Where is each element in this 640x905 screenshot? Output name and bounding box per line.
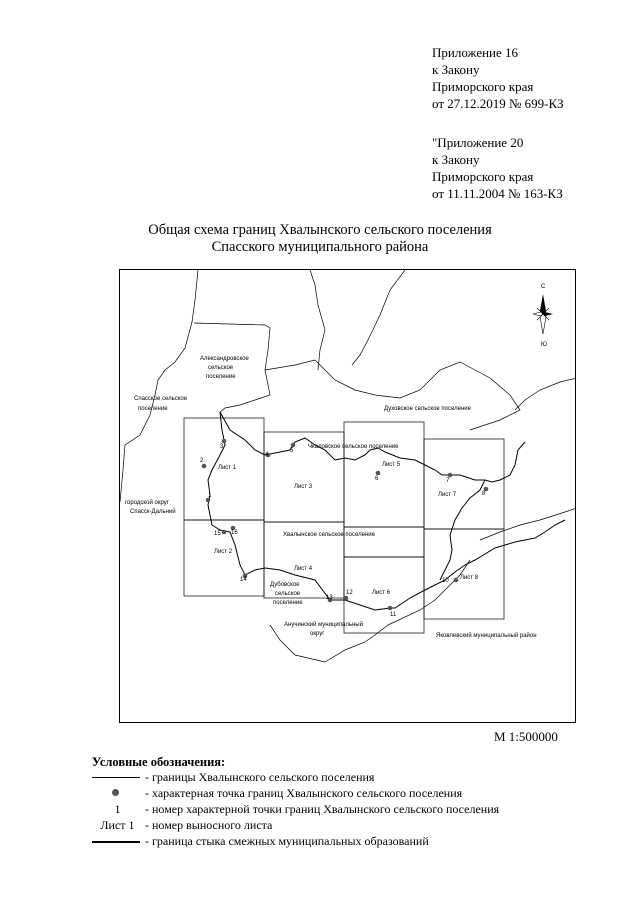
legend-symbol <box>90 834 145 848</box>
thick-line-icon <box>92 841 140 843</box>
yakovlevsky-label: Яковлевский муниципальный район <box>436 633 537 639</box>
aleksandrovskoe-label-3: поселение <box>206 374 236 380</box>
legend-symbol: 1 <box>114 802 121 816</box>
legend-text: - характерная точка границ Хвалынского сельского поселения <box>145 786 463 800</box>
compass-rose-icon <box>533 294 553 334</box>
point-label-8: 8 <box>482 491 486 497</box>
sheet-label-1: Лист 1 <box>218 465 237 471</box>
chkalovskoe-label: Чкаловское сельское поселение <box>308 444 399 450</box>
sheet-label-4: Лист 4 <box>294 566 313 572</box>
header-line: от 11.11.2004 № 163-КЗ <box>432 186 563 201</box>
legend-text: - граница стыка смежных муниципальных образований <box>145 834 429 848</box>
legend-symbol <box>90 770 145 784</box>
city-label-1: городской округ <box>125 500 169 506</box>
spasskoe-label-1: Спасское сельское <box>134 396 188 402</box>
page-title: Общая схема границ Хвалынского сельского поселения <box>148 222 492 238</box>
legend-row-junction <box>90 834 610 850</box>
header-line: к Закону <box>432 152 480 167</box>
point-label-2: 2 <box>200 458 204 464</box>
legend-symbol <box>90 786 145 800</box>
spasskoe-label-2: поселение <box>138 406 168 412</box>
point-label-3: 3 <box>220 444 224 450</box>
city-label-2: Спасск-Дальний <box>130 509 176 515</box>
point-label-1: 1 <box>208 493 212 499</box>
point-label-12: 12 <box>346 590 353 596</box>
point-label-16: 16 <box>231 530 238 536</box>
legend-symbol: Лист 1 <box>100 818 135 832</box>
point-label-7: 7 <box>446 478 450 484</box>
sheet-grid <box>184 418 504 633</box>
point-label-14: 14 <box>240 577 247 583</box>
legend-text: - номер характерной точки границ Хвалынского сельского поселения <box>145 802 500 816</box>
sheet-label-6: Лист 6 <box>372 590 391 596</box>
boundary-point-11 <box>388 606 393 611</box>
khvalynskoe-boundary-south <box>208 412 565 610</box>
header-line: "Приложение 20 <box>432 135 524 150</box>
aleksandrovskoe-label-2: сельское <box>208 365 234 371</box>
header-line: к Закону <box>432 62 480 77</box>
point-label-15: 15 <box>214 531 221 537</box>
point-label-5: 5 <box>290 448 294 454</box>
adjacent-boundaries <box>120 270 576 662</box>
boundary-point-2 <box>202 464 207 469</box>
point-label-4: 4 <box>265 452 269 458</box>
legend-row-point <box>90 786 610 802</box>
legend-row-point-number <box>90 802 610 818</box>
sheet-label-7: Лист 7 <box>438 492 457 498</box>
appendix-20-header <box>432 134 563 202</box>
point-label-6: 6 <box>375 476 379 482</box>
dubovskoe-label-3: поселение <box>273 600 303 606</box>
point-label-10: 10 <box>442 578 449 584</box>
sheet-label-2: Лист 2 <box>214 549 233 555</box>
boundary-point-3 <box>222 439 227 444</box>
compass-north: С <box>541 284 546 290</box>
map-scale: М 1:500000 <box>494 729 558 744</box>
legend-row-boundary <box>90 770 610 786</box>
page-subtitle: Спасского муниципального района <box>211 239 429 255</box>
appendix-16-header <box>432 44 564 112</box>
boundary-point-6 <box>376 471 381 476</box>
map-canvas <box>120 270 576 723</box>
point-label-13: 13 <box>326 595 333 601</box>
header-line: Приложение 16 <box>432 45 519 60</box>
boundary-point-12 <box>344 596 349 601</box>
anuchinsky-label-2: округ <box>310 631 325 637</box>
dot-icon <box>112 789 119 796</box>
point-label-11: 11 <box>390 612 397 618</box>
anuchinsky-label-1: Анучинский муниципальный <box>284 622 363 628</box>
legend-row-sheet <box>90 818 610 834</box>
legend-title: Условные обозначения: <box>92 755 226 769</box>
boundary-point-7 <box>448 473 453 478</box>
legend-text: - номер выносного листа <box>145 818 273 832</box>
header-line: Приморского края <box>432 169 534 184</box>
aleksandrovskoe-label-1: Александровское <box>200 356 249 362</box>
thin-line-icon <box>92 777 140 778</box>
boundary-point-15 <box>222 530 227 535</box>
map-frame <box>119 269 576 723</box>
legend-text: - границы Хвалынского сельского поселения <box>145 770 375 784</box>
sheet-label-8: Лист 8 <box>460 575 479 581</box>
compass-south: Ю <box>541 342 548 348</box>
dubovskoe-label-2: сельское <box>275 591 301 597</box>
header-line: Приморского края <box>432 79 534 94</box>
characteristic-points <box>202 439 489 611</box>
dukhovskoe-label: Духовское сельское поселение <box>384 406 471 412</box>
dubovskoe-label-1: Дубовское <box>270 582 300 588</box>
header-line: от 27.12.2019 № 699-КЗ <box>432 96 564 111</box>
sheet-label-5: Лист 5 <box>382 462 401 468</box>
khvalynskoe-label: Хвалынское сельское поселение <box>283 532 375 538</box>
sheet-label-3: Лист 3 <box>294 484 313 490</box>
boundary-point-5 <box>291 443 296 448</box>
boundary-point-10 <box>454 578 459 583</box>
